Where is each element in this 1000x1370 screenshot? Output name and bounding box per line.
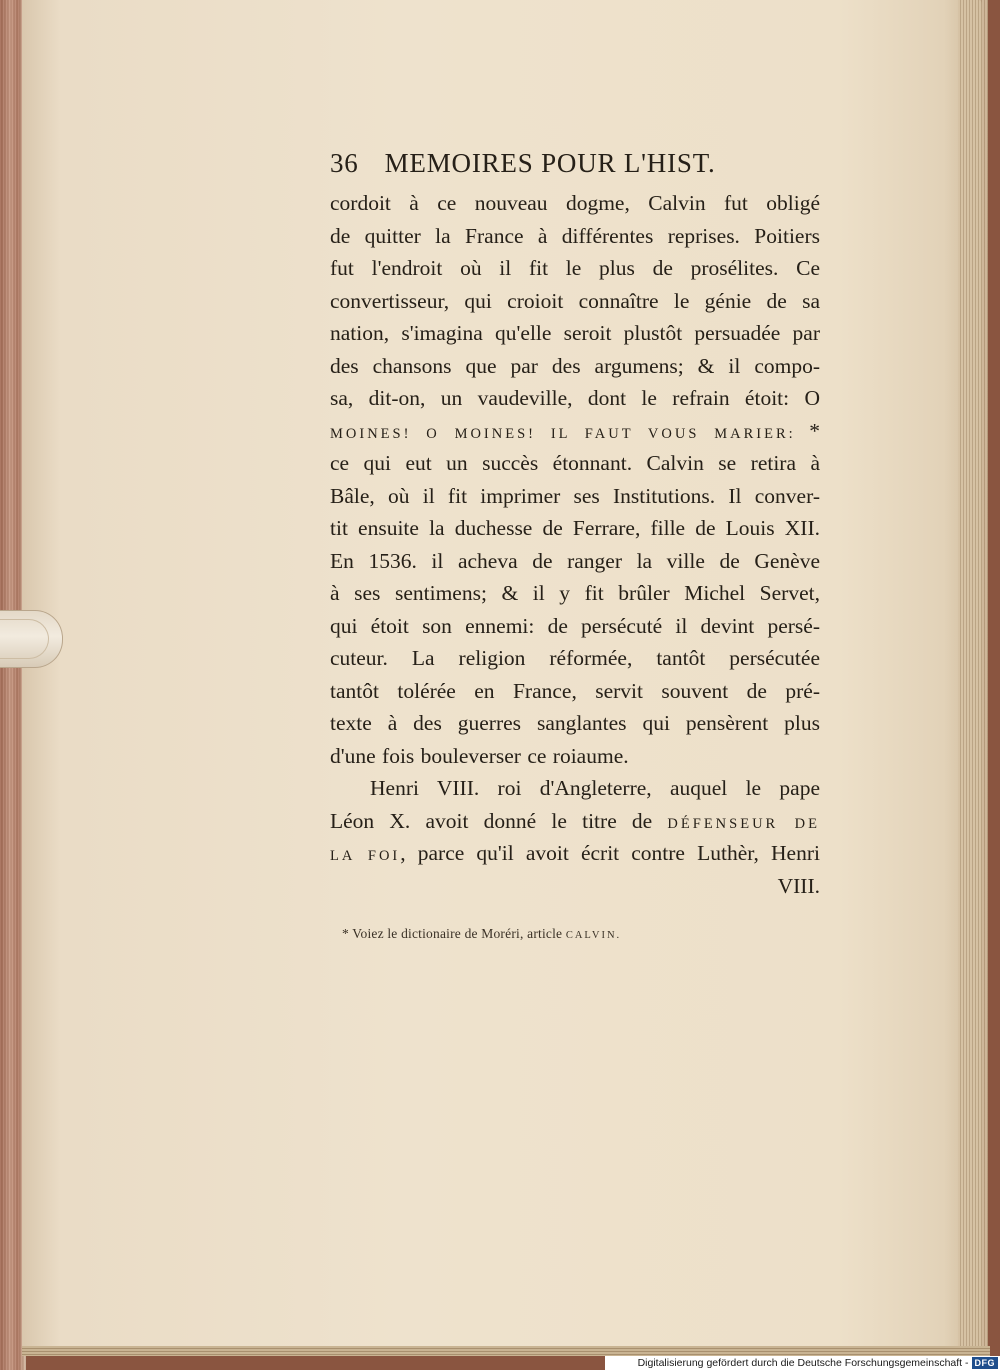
dfg-logo: DFG <box>972 1357 999 1369</box>
text-line: cordoit à ce nouveau dogme, Calvin fut obligé <box>330 191 820 215</box>
bookmark-ribbon-tab <box>0 610 63 668</box>
text-line: cuteur. La religion réformée, tantôt persécutée <box>330 646 820 670</box>
footnote-text: * Voiez le dictionaire de Moréri, article <box>342 926 566 941</box>
text-line: tit ensuite la duchesse de Ferrare, fille de Louis XII. <box>330 516 820 540</box>
text-line: de quitter la France à différentes reprises. Poitiers <box>330 223 820 248</box>
text-line: nation, s'imagina qu'elle seroit plustôt persuadée par <box>330 321 820 345</box>
text-line: En 1536. il acheva de ranger la ville de Genève <box>330 548 820 573</box>
text-line: tantôt tolérée en France, servit souvent de pré- <box>330 678 820 703</box>
footnote-marker: * <box>795 418 820 443</box>
text-line: Léon X. avoit donné le titre de DÉFENSEUR DE <box>330 808 820 833</box>
footnote <box>342 926 802 942</box>
small-caps-title: DÉFENSEUR DE <box>667 815 820 832</box>
text-line: fut l'endroit où il fit le plus de prosélites. Ce <box>330 256 820 280</box>
text-line-small-caps <box>330 415 820 448</box>
page-bottom-edge <box>22 1346 990 1356</box>
running-head <box>330 148 820 179</box>
text-line: Bâle, où il fit imprimer ses Institutions. Il conver- <box>330 483 820 508</box>
running-title: MEMOIRES POUR L'HIST. <box>384 148 716 178</box>
bookmark-ribbon-inner <box>0 619 49 659</box>
small-caps-refrain: MOINES! O MOINES! IL FAUT VOUS MARIER: <box>330 425 796 442</box>
text-line: ce qui eut un succès étonnant. Calvin se retira à <box>330 451 820 475</box>
digitization-credit-bar <box>605 1356 1000 1370</box>
page-fore-edge <box>958 0 988 1356</box>
paragraph-start-line: Henri VIII. roi d'Angleterre, auquel le pape <box>370 776 820 800</box>
digitization-credit-text: Digitalisierung gefördert durch die Deutsche Forschungsgemeinschaft - <box>637 1357 969 1369</box>
text-line: qui étoit son ennemi: de persécuté il devint persé- <box>330 613 820 638</box>
catchword: VIII. <box>777 873 820 898</box>
text-line: des chansons que par des argumens; & il compo- <box>330 353 820 378</box>
footnote-small-caps: CALVIN. <box>565 930 622 941</box>
text-line: à ses sentimens; & il y fit brûler Michel Servet, <box>330 581 820 605</box>
text-block <box>330 148 820 902</box>
page-number: 36 <box>330 148 359 178</box>
paragraph-end-line: d'une fois bouleverser ce roiaume. <box>330 743 629 768</box>
text-line: convertisseur, qui croioit connaître le génie de sa <box>330 288 820 313</box>
text-line: sa, dit-on, un vaudeville, dont le refrain étoit: O <box>330 386 820 410</box>
text-line: texte à des guerres sanglantes qui pensèrent plus <box>330 711 820 735</box>
small-caps-title: LA FOI <box>330 848 401 864</box>
text-line: LA FOI, parce qu'il avoit écrit contre Luthèr, Henri <box>330 841 820 865</box>
